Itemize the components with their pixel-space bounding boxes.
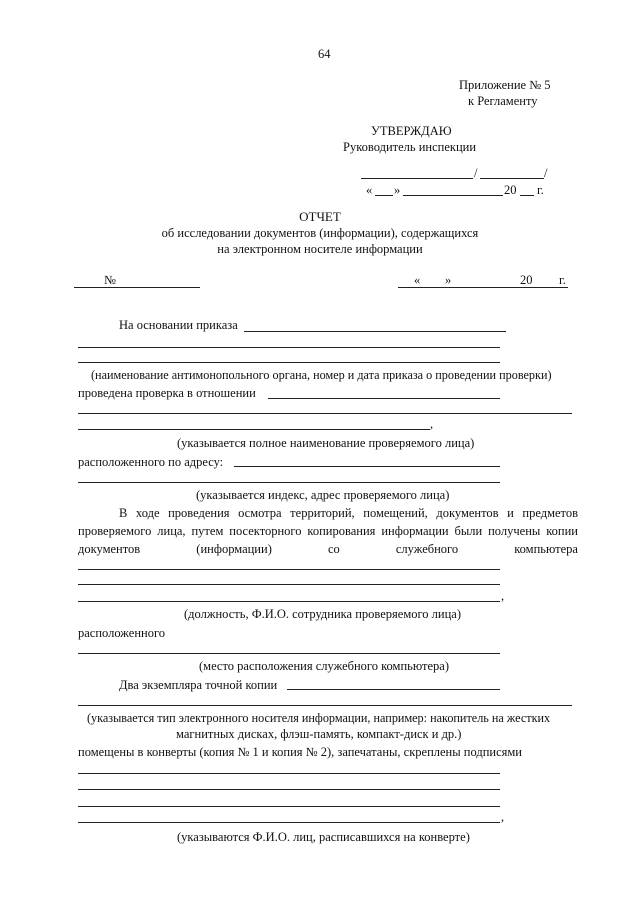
caption-employee: (должность, Ф.И.О. сотрудника проверяемого лица) bbox=[184, 607, 462, 621]
approval-year: 20 bbox=[504, 183, 517, 197]
caption-computer: (место расположения служебного компьютера) bbox=[199, 659, 449, 673]
comma-mark: , bbox=[430, 417, 434, 431]
approval-position: Руководитель инспекции bbox=[343, 140, 477, 154]
report-subtitle: на электронном носителе информации bbox=[217, 242, 423, 256]
approval-year-suffix: г. bbox=[537, 183, 544, 197]
address-line bbox=[234, 466, 500, 467]
caption-person: (указывается полное наименование проверяемого лица) bbox=[177, 436, 475, 450]
report-number-label: № bbox=[104, 273, 116, 287]
inspected-line bbox=[78, 413, 572, 414]
report-date-quote-open: « bbox=[414, 273, 421, 287]
appendix-label: Приложение № 5 bbox=[459, 78, 551, 92]
page-number: 64 bbox=[318, 47, 331, 61]
inspected-line bbox=[78, 429, 430, 430]
report-date-year: 20 bbox=[520, 273, 533, 287]
paragraph-word: компьютера bbox=[514, 542, 578, 556]
caption-signers: (указываются Ф.И.О. лиц, расписавшихся на конверте) bbox=[177, 830, 470, 844]
month-line bbox=[403, 195, 503, 196]
paragraph-word: со bbox=[327, 542, 340, 556]
order-line bbox=[78, 362, 500, 363]
report-date-line bbox=[398, 287, 568, 288]
employee-line bbox=[78, 601, 500, 602]
location-line bbox=[78, 653, 500, 654]
copies-line bbox=[287, 689, 500, 690]
envelopes-label: помещены в конверты (копия № 1 и копия № 2), запечатаны, скреплены подписями bbox=[78, 745, 522, 759]
copies-label: Два экземпляра точной копии bbox=[119, 678, 278, 692]
signers-line bbox=[78, 822, 500, 823]
paragraph-word: документов bbox=[78, 542, 141, 556]
copies-line bbox=[78, 705, 572, 706]
signers-line bbox=[78, 789, 500, 790]
day-line bbox=[375, 195, 393, 196]
located-label: расположенного bbox=[78, 626, 166, 640]
order-label: На основании приказа bbox=[119, 318, 238, 332]
paragraph-line-spaced bbox=[78, 542, 578, 557]
report-title: ОТЧЕТ bbox=[299, 209, 341, 224]
approval-quote-close: » bbox=[394, 183, 401, 197]
order-line bbox=[78, 347, 500, 348]
report-date-year-suffix: г. bbox=[559, 273, 566, 287]
comma-mark: , bbox=[501, 810, 505, 824]
address-line bbox=[78, 482, 500, 483]
paragraph-line: В ходе проведения осмотра территорий, помещений, документов и предметов bbox=[119, 506, 578, 520]
paragraph-line: проверяемого лица, путем посекторного копирования информации были получены копии bbox=[78, 524, 578, 538]
report-number-line bbox=[74, 287, 200, 288]
approval-title: УТВЕРЖДАЮ bbox=[371, 124, 452, 138]
signature-line bbox=[361, 178, 473, 179]
signers-line bbox=[78, 773, 500, 774]
approval-quote-open: « bbox=[366, 183, 373, 197]
employee-line bbox=[78, 584, 500, 585]
order-line bbox=[244, 331, 506, 332]
caption-media: магнитных дисках, флэш-память, компакт-диск и др.) bbox=[176, 727, 462, 741]
paragraph-word: (информации) bbox=[196, 542, 272, 556]
paragraph-word: служебного bbox=[395, 542, 459, 556]
year-line bbox=[520, 195, 534, 196]
caption-address: (указывается индекс, адрес проверяемого лица) bbox=[196, 488, 450, 502]
slash-separator: / bbox=[544, 166, 548, 180]
employee-line bbox=[78, 569, 500, 570]
signers-line bbox=[78, 806, 500, 807]
report-date-quote-close: » bbox=[445, 273, 452, 287]
comma-mark: , bbox=[501, 589, 505, 603]
appendix-to-label: к Регламенту bbox=[468, 94, 538, 108]
inspected-label: проведена проверка в отношении bbox=[78, 386, 256, 400]
address-label: расположенного по адресу: bbox=[78, 455, 224, 469]
name-line bbox=[480, 178, 544, 179]
inspected-line bbox=[268, 398, 500, 399]
report-subtitle: об исследовании документов (информации), содержащихся bbox=[161, 226, 479, 240]
slash-separator: / bbox=[474, 166, 478, 180]
caption-order: (наименование антимонопольного органа, номер и дата приказа о проведении проверки) bbox=[91, 368, 552, 382]
caption-media: (указывается тип электронного носителя информации, например: накопитель на жестких bbox=[87, 711, 551, 725]
